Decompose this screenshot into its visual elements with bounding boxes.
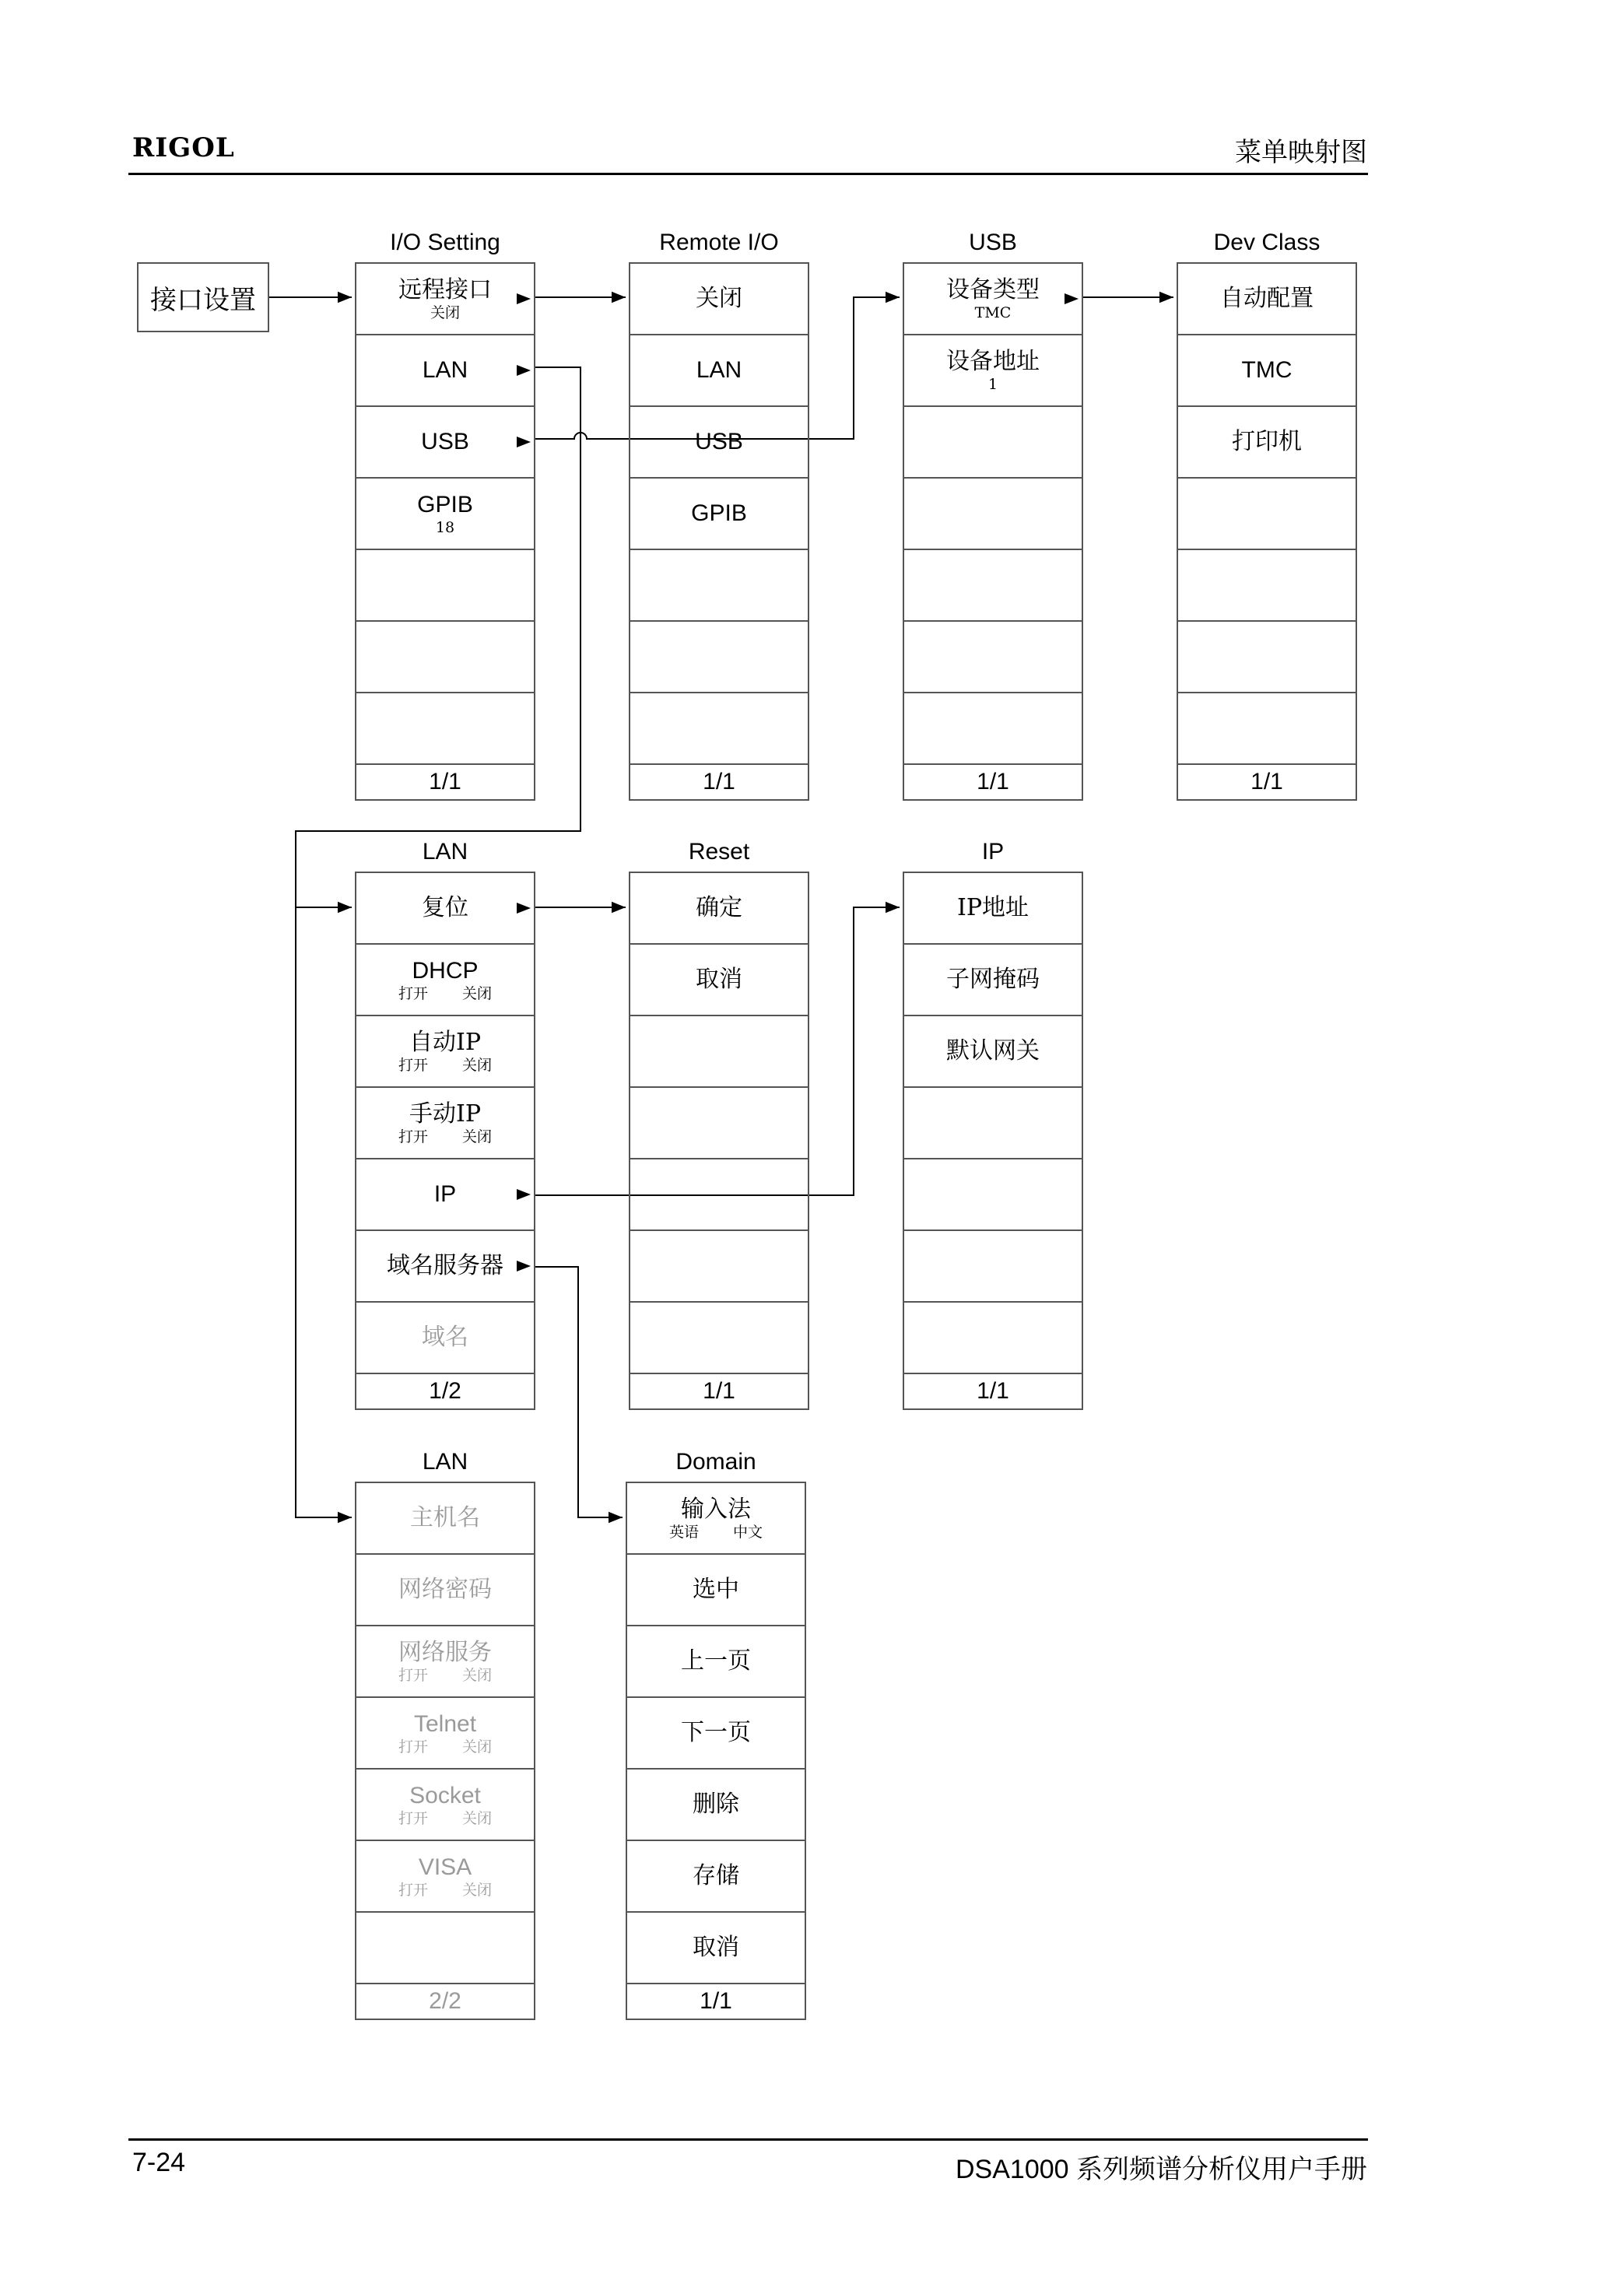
softkey-telnet bbox=[356, 1698, 534, 1770]
softkey-auto-ip[interactable] bbox=[356, 1016, 534, 1088]
softkey-label: USB bbox=[421, 429, 469, 454]
softkey-value: 1 bbox=[987, 376, 998, 393]
softkey-label: GPIB bbox=[417, 492, 473, 517]
softkey-label: DHCP bbox=[412, 958, 479, 984]
softkey-socket bbox=[356, 1770, 534, 1841]
softkey-empty bbox=[630, 1016, 808, 1088]
softkey-empty bbox=[1178, 550, 1356, 622]
interface-settings-key[interactable]: 接口设置 bbox=[137, 262, 269, 332]
softkey-label: USB bbox=[695, 429, 743, 454]
softkey-label: IP bbox=[433, 1181, 457, 1207]
menu-title: Remote I/O bbox=[659, 230, 779, 255]
softkey-delete[interactable] bbox=[627, 1770, 805, 1841]
page-indicator: 1/1 bbox=[355, 765, 535, 801]
softkey-label: TMC bbox=[1241, 357, 1293, 383]
menu-title: USB bbox=[969, 230, 1017, 255]
softkey-label: IP地址 bbox=[956, 894, 1029, 921]
menu-title: Domain bbox=[675, 1449, 756, 1475]
softkey-empty bbox=[904, 1303, 1082, 1374]
softkey-usb[interactable] bbox=[356, 407, 534, 479]
softkey-label: 网络密码 bbox=[398, 1576, 492, 1603]
page-indicator: 1/1 bbox=[903, 1374, 1083, 1410]
softkey-network-password bbox=[356, 1555, 534, 1626]
menu-dev-class bbox=[1177, 230, 1357, 801]
softkey-label: 输入法 bbox=[681, 1496, 751, 1523]
softkey-visa bbox=[356, 1841, 534, 1913]
softkey-empty bbox=[356, 550, 534, 622]
softkey-domain-name bbox=[356, 1303, 534, 1374]
toggle-options: 打开 关闭 bbox=[398, 1128, 493, 1145]
menu-remote-io bbox=[629, 230, 809, 801]
softkey-label: LAN bbox=[422, 357, 468, 383]
softkey-label: 自动配置 bbox=[1220, 285, 1314, 312]
softkey-empty bbox=[630, 622, 808, 693]
softkey-label: 设备地址 bbox=[946, 348, 1040, 375]
softkey-label: 确定 bbox=[696, 894, 742, 921]
softkey-dhcp[interactable] bbox=[356, 945, 534, 1016]
menu-title: Reset bbox=[688, 839, 750, 865]
page-indicator: 2/2 bbox=[355, 1984, 535, 2020]
softkey-label: 设备类型 bbox=[946, 276, 1040, 303]
softkey-empty bbox=[904, 1159, 1082, 1231]
softkey-empty bbox=[630, 693, 808, 765]
softkey-empty bbox=[1178, 693, 1356, 765]
submenu-arrow-icon bbox=[517, 293, 531, 304]
softkey-select[interactable] bbox=[627, 1555, 805, 1626]
softkey-printer[interactable] bbox=[1178, 407, 1356, 479]
softkey-label: 默认网关 bbox=[946, 1037, 1040, 1065]
softkey-empty bbox=[630, 1088, 808, 1159]
softkey-empty bbox=[356, 1913, 534, 1984]
softkey-empty bbox=[904, 479, 1082, 550]
softkey-empty bbox=[904, 550, 1082, 622]
page-title: 菜单映射图 bbox=[1235, 137, 1367, 168]
softkey-value: 18 bbox=[435, 519, 455, 536]
softkey-off[interactable] bbox=[630, 264, 808, 335]
softkey-dns[interactable] bbox=[356, 1231, 534, 1303]
softkey-device-address[interactable] bbox=[904, 335, 1082, 407]
softkey-default-gateway[interactable] bbox=[904, 1016, 1082, 1088]
menu-ip bbox=[903, 839, 1083, 1410]
softkey-label: 网络服务 bbox=[398, 1639, 492, 1666]
softkey-empty bbox=[630, 550, 808, 622]
softkey-page-down[interactable] bbox=[627, 1698, 805, 1770]
submenu-arrow-icon bbox=[517, 1261, 531, 1272]
softkey-label: 存储 bbox=[693, 1862, 739, 1889]
softkey-empty bbox=[904, 622, 1082, 693]
softkey-label: 远程接口 bbox=[398, 276, 492, 303]
softkey-lan[interactable] bbox=[630, 335, 808, 407]
softkey-label: 手动IP bbox=[409, 1100, 482, 1128]
toggle-options: 英语 中文 bbox=[668, 1524, 763, 1541]
menu-domain bbox=[626, 1449, 806, 2020]
menu-lan-page2 bbox=[355, 1449, 535, 2020]
manual-title: DSA1000 系列频谱分析仪用户手册 bbox=[956, 2155, 1367, 2184]
footer-rule bbox=[128, 2138, 1368, 2141]
page-indicator: 1/1 bbox=[626, 1984, 806, 2020]
menu-title: LAN bbox=[422, 839, 468, 865]
softkey-save[interactable] bbox=[627, 1841, 805, 1913]
softkey-reset[interactable] bbox=[356, 873, 534, 945]
softkey-subnet-mask[interactable] bbox=[904, 945, 1082, 1016]
toggle-options: 打开 关闭 bbox=[398, 1738, 493, 1756]
softkey-remote-interface[interactable] bbox=[356, 264, 534, 335]
softkey-value: 关闭 bbox=[430, 304, 460, 321]
softkey-label: GPIB bbox=[691, 500, 747, 526]
softkey-page-up[interactable] bbox=[627, 1626, 805, 1698]
submenu-arrow-icon bbox=[1065, 293, 1079, 304]
softkey-empty bbox=[904, 693, 1082, 765]
softkey-hostname bbox=[356, 1483, 534, 1555]
softkey-manual-ip[interactable] bbox=[356, 1088, 534, 1159]
softkey-label: 上一页 bbox=[681, 1647, 751, 1675]
softkey-label: 关闭 bbox=[696, 285, 742, 312]
softkey-label: 复位 bbox=[422, 894, 468, 921]
softkey-empty bbox=[630, 1303, 808, 1374]
softkey-empty bbox=[904, 407, 1082, 479]
softkey-label: 下一页 bbox=[681, 1719, 751, 1746]
softkey-gpib[interactable] bbox=[356, 479, 534, 550]
softkey-label: 删除 bbox=[693, 1791, 739, 1818]
menu-title: IP bbox=[981, 839, 1005, 865]
page-indicator: 1/1 bbox=[903, 765, 1083, 801]
softkey-label: 打印机 bbox=[1232, 428, 1302, 455]
submenu-arrow-icon bbox=[517, 437, 531, 447]
softkey-label: VISA bbox=[418, 1854, 472, 1880]
softkey-empty bbox=[1178, 479, 1356, 550]
toggle-options: 打开 关闭 bbox=[398, 1810, 493, 1827]
softkey-confirm[interactable] bbox=[630, 873, 808, 945]
softkey-gpib[interactable] bbox=[630, 479, 808, 550]
softkey-label: 域名 bbox=[422, 1324, 468, 1351]
submenu-arrow-icon bbox=[517, 903, 531, 914]
softkey-empty bbox=[356, 693, 534, 765]
wire-domain bbox=[535, 1267, 623, 1517]
softkey-value: TMC bbox=[974, 304, 1012, 321]
page-indicator: 1/1 bbox=[1177, 765, 1357, 801]
softkey-label: LAN bbox=[696, 357, 742, 383]
softkey-empty bbox=[1178, 622, 1356, 693]
softkey-label: 子网掩码 bbox=[946, 966, 1040, 993]
page-indicator: 1/2 bbox=[355, 1374, 535, 1410]
softkey-input-method[interactable] bbox=[627, 1483, 805, 1555]
menu-title: LAN bbox=[422, 1449, 468, 1475]
softkey-label: 选中 bbox=[693, 1576, 739, 1603]
softkey-label: 域名服务器 bbox=[387, 1252, 503, 1279]
softkey-empty bbox=[904, 1088, 1082, 1159]
softkey-label: Socket bbox=[409, 1783, 481, 1808]
toggle-options: 打开 关闭 bbox=[398, 1882, 493, 1899]
toggle-options: 打开 关闭 bbox=[398, 1057, 493, 1074]
submenu-arrow-icon bbox=[517, 365, 531, 376]
softkey-device-type[interactable] bbox=[904, 264, 1082, 335]
softkey-empty bbox=[630, 1231, 808, 1303]
softkey-cancel[interactable] bbox=[630, 945, 808, 1016]
softkey-empty bbox=[904, 1231, 1082, 1303]
softkey-label: 主机名 bbox=[410, 1504, 480, 1531]
toggle-options: 打开 关闭 bbox=[398, 985, 493, 1002]
softkey-empty bbox=[630, 1159, 808, 1231]
softkey-label: Telnet bbox=[413, 1711, 477, 1737]
softkey-tmc[interactable] bbox=[1178, 335, 1356, 407]
softkey-ip[interactable] bbox=[356, 1159, 534, 1231]
menu-title: I/O Setting bbox=[390, 230, 500, 255]
menu-usb bbox=[903, 230, 1083, 801]
submenu-arrow-icon bbox=[517, 1189, 531, 1200]
softkey-label: 取消 bbox=[693, 1934, 739, 1961]
softkey-label: 取消 bbox=[696, 966, 742, 993]
softkey-cancel[interactable] bbox=[627, 1913, 805, 1984]
softkey-lan[interactable] bbox=[356, 335, 534, 407]
menu-title: Dev Class bbox=[1213, 230, 1321, 255]
toggle-options: 打开 关闭 bbox=[398, 1667, 493, 1684]
brand-logo: RIGOL bbox=[132, 132, 235, 163]
menu-io-setting bbox=[355, 230, 535, 801]
softkey-auto-config[interactable] bbox=[1178, 264, 1356, 335]
page-number: 7-24 bbox=[132, 2148, 186, 2177]
menu-reset bbox=[629, 839, 809, 1410]
softkey-empty bbox=[356, 622, 534, 693]
page-indicator: 1/1 bbox=[629, 1374, 809, 1410]
softkey-label: 自动IP bbox=[409, 1029, 482, 1056]
softkey-ip-address[interactable] bbox=[904, 873, 1082, 945]
softkey-usb[interactable] bbox=[630, 407, 808, 479]
menu-lan-page1 bbox=[355, 839, 535, 1410]
softkey-network-service bbox=[356, 1626, 534, 1698]
page-indicator: 1/1 bbox=[629, 765, 809, 801]
